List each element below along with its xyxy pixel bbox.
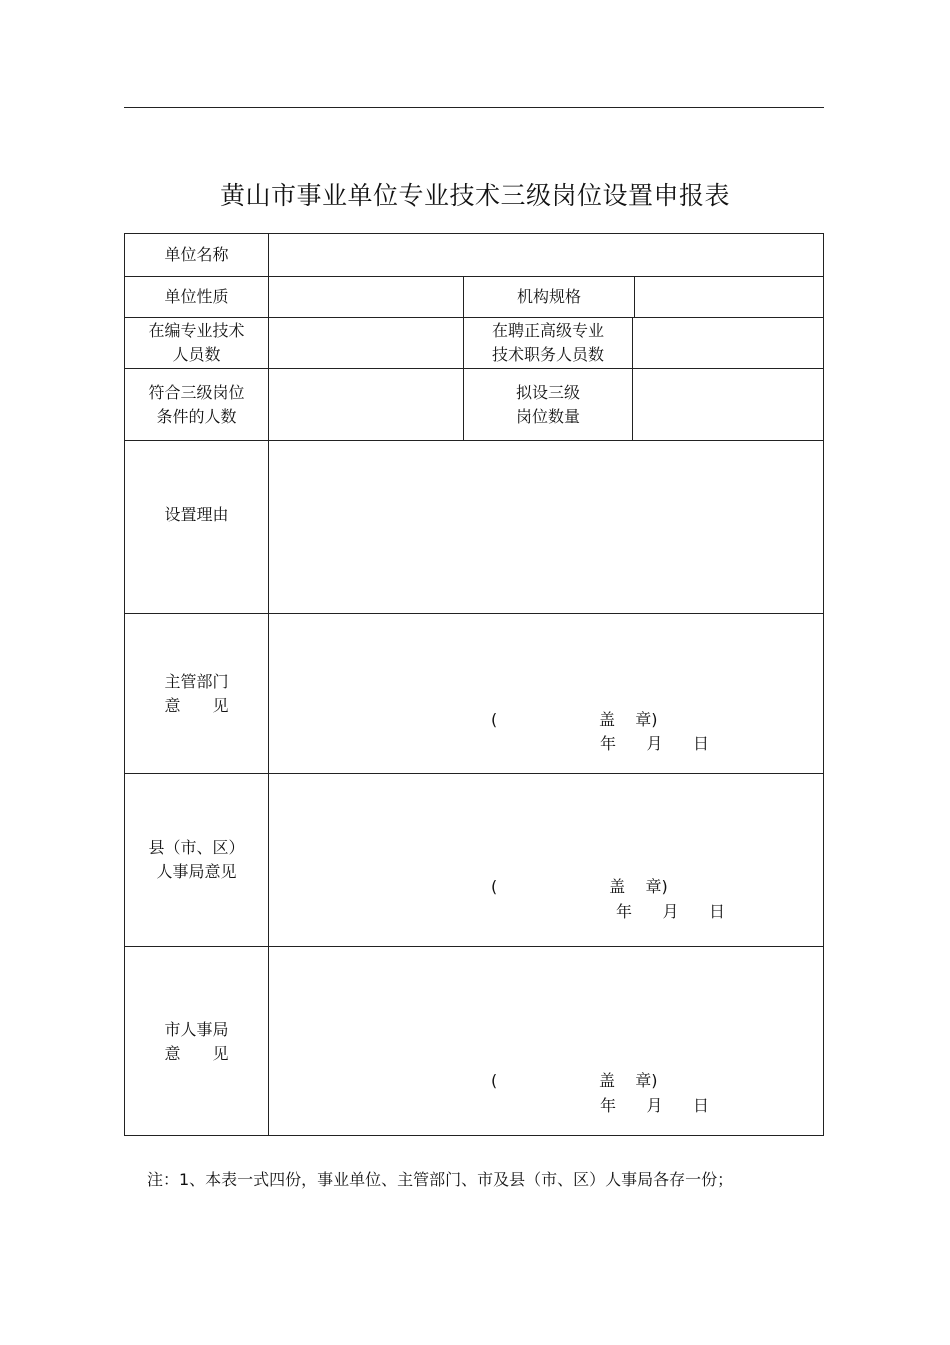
unit-name-label: 单位名称 — [164, 245, 229, 264]
competent-dept-label: 主管部门 意见 — [164, 671, 261, 715]
senior-count-field[interactable] — [633, 318, 823, 368]
unit-name-field[interactable] — [269, 234, 823, 276]
application-form-table — [124, 233, 824, 1136]
senior-count-label: 在聘正高级专业 技术职务人员数 — [491, 321, 604, 364]
org-spec-label: 机构规格 — [516, 287, 581, 306]
header-rule — [124, 107, 824, 108]
planned-posts-label: 拟设三级 岗位数量 — [515, 382, 580, 426]
qualified-count-label: 符合三级岗位 条件的人数 — [148, 382, 245, 426]
unit-nature-field[interactable] — [269, 277, 463, 317]
city-hr-date: 年 月 日 — [600, 1096, 710, 1115]
competent-dept-seal: ( 盖 章) — [491, 710, 658, 729]
planned-posts-field[interactable] — [633, 369, 823, 440]
city-hr-opinion-field[interactable] — [269, 947, 823, 1135]
city-hr-label: 市人事局 意见 — [164, 1020, 261, 1063]
county-hr-date: 年 月 日 — [616, 902, 726, 921]
county-hr-seal: ( 盖 章) — [491, 877, 668, 896]
city-hr-seal: ( 盖 章) — [491, 1071, 658, 1090]
competent-dept-date: 年 月 日 — [600, 734, 710, 753]
county-hr-opinion-field[interactable] — [269, 774, 823, 946]
form-title: 黄山市事业单位专业技术三级岗位设置申报表 — [219, 181, 730, 210]
staff-count-label: 在编专业技术 人员数 — [148, 321, 245, 364]
reason-field[interactable] — [269, 441, 823, 613]
unit-nature-label: 单位性质 — [164, 287, 229, 306]
footnote: 注：1、本表一式四份，事业单位、主管部门、市及县（市、区）人事局各存一份； — [147, 1170, 734, 1189]
staff-count-field[interactable] — [269, 318, 463, 368]
competent-dept-opinion-field[interactable] — [269, 614, 823, 773]
qualified-count-field[interactable] — [269, 369, 463, 440]
county-hr-label: 县（市、区） 人事局意见 — [148, 838, 245, 881]
org-spec-field[interactable] — [635, 277, 823, 317]
reason-label: 设置理由 — [164, 505, 229, 524]
